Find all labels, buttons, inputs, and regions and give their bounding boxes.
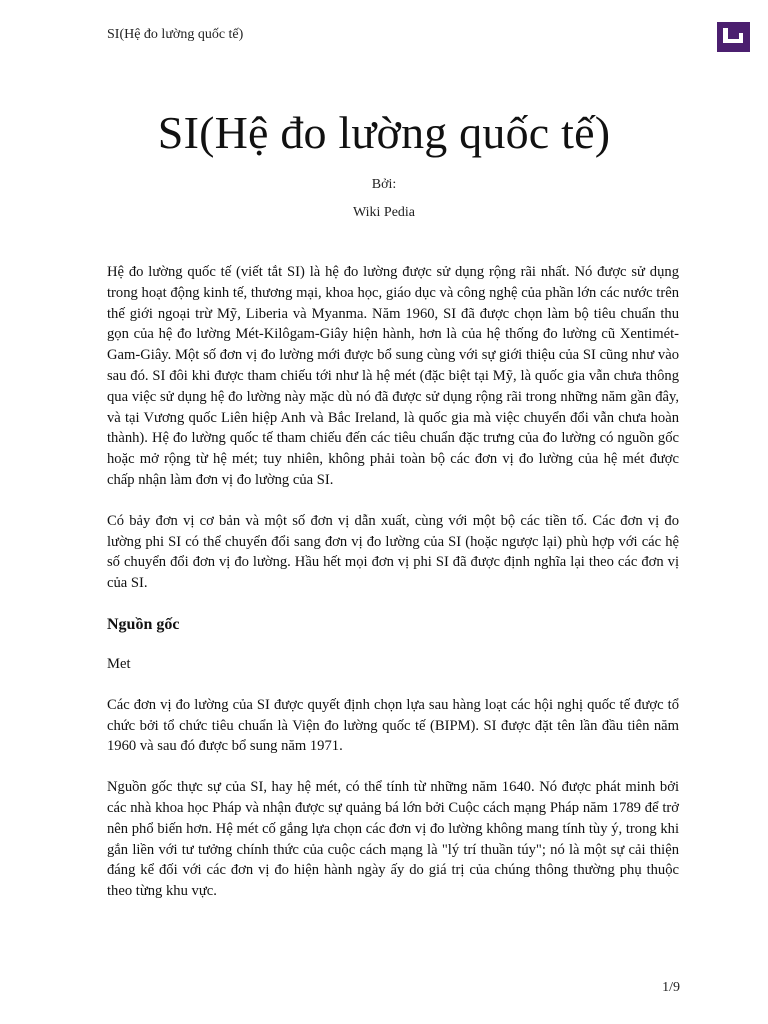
byline-label: Bởi:: [371, 177, 397, 192]
paragraph: Có bảy đơn vị cơ bản và một số đơn vị dẫn xuất, cùng với một bộ các tiền tố. Các đơn vị đo lường phi SI có thể chuyển đổi sang đơn vị đo lường của SI (hoặc ngược lại) phù hợp với các hệ số chuyển đổi đơn vị đo lường. Hầu hết mọi đơn vị phi SI đã được định nghĩa lại theo các đơn vị của SI.: [107, 512, 679, 592]
section-heading: Nguồn gốc: [107, 615, 180, 633]
subheading: Met: [107, 655, 131, 672]
page-number: 1/9: [662, 980, 680, 995]
author-name: Wiki Pedia: [352, 205, 416, 220]
paragraph: Nguồn gốc thực sự của SI, hay hệ mét, có thể tính từ những năm 1640. Nó được phát minh bởi các nhà khoa học Pháp và nhận được sự quảng bá lớn bởi Cuộc cách mạng Pháp năm 1789 để trở nên phổ biến hơn. Hệ mét cố gắng lựa chọn các đơn vị đo lường không mang tính tùy ý, trong khi gắn liền với tư tưởng chính thức của cuộc cách mạng là "lý trí thuần túy"; nó là một sự cải thiện đáng kể đối với các đơn vị đo hiện hành ngày ấy do giá trị của chúng thông thường phụ thuộc theo từng khu vực.: [107, 779, 679, 900]
paragraph: Các đơn vị đo lường của SI được quyết định chọn lựa sau hàng loạt các hội nghị quốc tế được tổ chức bởi tổ chức tiêu chuẩn là Viện đo lường quốc tế (BIPM). SI được đặt tên lần đầu tiên năm 1960 và sau đó được bổ sung năm 1971.: [107, 696, 679, 755]
document-body: [107, 262, 679, 922]
document-title: SI(Hệ đo lường quốc tế): [157, 107, 611, 158]
running-header: SI(Hệ đo lường quốc tế): [107, 27, 244, 42]
scribd-logo-icon[interactable]: [717, 22, 750, 52]
paragraph: Hệ đo lường quốc tế (viết tắt SI) là hệ đo lường được sử dụng rộng rãi nhất. Nó được sử dụng trong hoạt động kinh tế, thương mại, khoa học, giáo dục và công nghệ của phần lớn các nước trên thế giới ngoại trừ Mỹ, Liberia và Myanma. Năm 1960, SI đã được chọn làm bộ tiêu chuẩn thu gọn của hệ đo lường Mét-Kilôgam-Giây hiện hành, hơn là của hệ thống đo lường cũ Xentimét-Gam-Giây. Một số đơn vị đo lường mới được bổ sung cùng với sự giới thiệu của SI cũng như vào sau đó. SI đôi khi được tham chiếu tới như là hệ mét (đặc biệt tại Mỹ, là quốc gia vẫn chưa thông qua việc sử dụng hệ đo lường này mặc dù nó đã được sử dụng rộng rãi trong những năm gần đây, và tại Vương quốc Liên hiệp Anh và Bắc Ireland, là quốc gia mà việc chuyển đổi vẫn chưa hoàn thành). Hệ đo lường quốc tế tham chiếu đến các tiêu chuẩn đặc trưng của đo lường có nguồn gốc hoặc mở rộng từ hệ mét; tuy nhiên, không phải toàn bộ các đơn vị đo lường của hệ mét được chấp nhận làm đơn vị đo lường của SI.: [107, 264, 679, 488]
